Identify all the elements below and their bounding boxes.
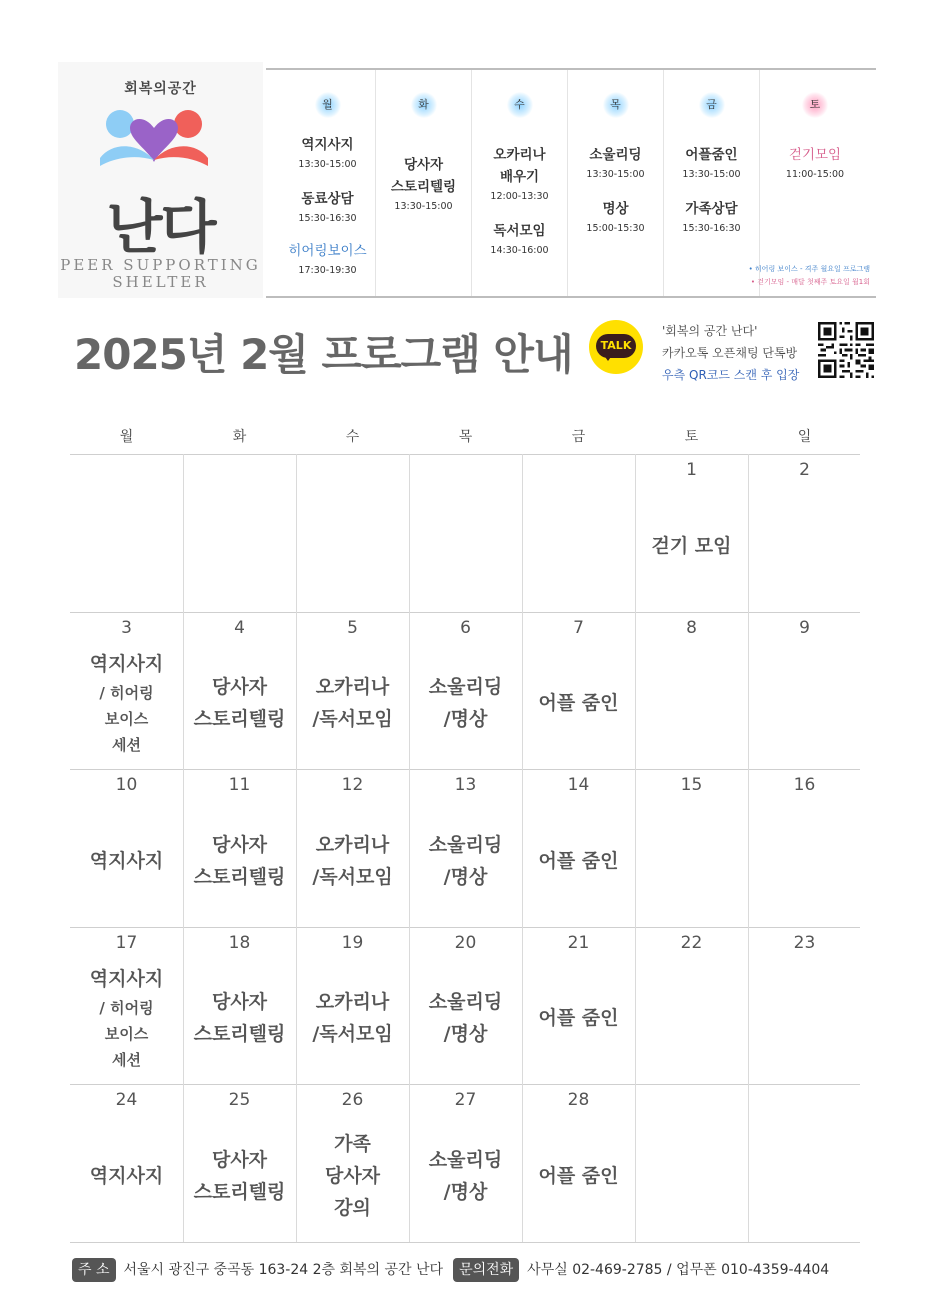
grid-line: [70, 769, 860, 770]
program-name: 역지사지: [301, 137, 354, 153]
kakao-talk-label: TALK: [596, 334, 636, 358]
program-line: 당사자: [211, 1148, 268, 1171]
weekly-program: [472, 220, 567, 258]
weekday-header: 수: [345, 429, 360, 445]
weekday-header: 목: [458, 429, 473, 445]
day-number: 1: [686, 460, 697, 480]
calendar-program: [522, 1160, 635, 1192]
program-line: /독서모임: [312, 865, 393, 888]
weekly-column-wed: [472, 70, 568, 296]
program-name: 어플줌인: [685, 147, 738, 163]
program-line: 소울리딩: [428, 1148, 503, 1171]
day-number: 14: [567, 775, 590, 795]
calendar-program: [70, 963, 183, 1073]
day-number: 24: [115, 1090, 138, 1110]
day-circle-sat: 토: [802, 92, 828, 118]
program-line: /명상: [443, 1180, 488, 1203]
day-number: 21: [567, 932, 590, 953]
day-number: 13: [454, 775, 477, 795]
day-number: 22: [680, 932, 703, 953]
phone-text: 사무실 02-469-2785 / 업무폰 010-4359-4404: [527, 1262, 830, 1278]
program-line: /독서모임: [312, 1023, 393, 1046]
day-number: 10: [115, 775, 138, 795]
program-line: /명상: [443, 708, 488, 731]
program-name: 동료상담: [301, 191, 354, 207]
calendar-program: [70, 845, 183, 877]
weekly-column-tue: [376, 70, 472, 296]
program-line: /명상: [443, 1023, 488, 1046]
weekly-program: [280, 134, 375, 172]
day-number: 6: [460, 617, 471, 638]
program-line: 어플 줌인: [538, 849, 619, 872]
program-time: 13:30-15:00: [682, 169, 741, 180]
grid-line: [70, 1242, 860, 1243]
program-subline: 보이스: [104, 710, 149, 729]
grid-line: [70, 612, 860, 613]
program-line: 소울리딩: [428, 991, 503, 1014]
weekly-program: [472, 144, 567, 204]
calendar-program: [183, 829, 296, 893]
program-time: 13:30-15:00: [394, 201, 453, 212]
day-number: 11: [228, 775, 251, 795]
weekday-header: 화: [232, 429, 247, 445]
weekday-header: 토: [684, 429, 699, 445]
program-line: 스토리텔링: [193, 1180, 286, 1203]
calendar-program: [522, 1002, 635, 1034]
program-time: 13:30-15:00: [298, 159, 357, 170]
day-number: 18: [228, 932, 251, 953]
weekly-program: [664, 198, 759, 236]
day-number: 17: [115, 932, 138, 953]
calendar-program: [522, 845, 635, 877]
weekly-column-mon: [280, 70, 376, 296]
program-line: /명상: [443, 865, 488, 888]
day-number: 8: [686, 617, 697, 638]
program-line: 당사자: [211, 833, 268, 856]
day-circle-fri: 금: [699, 92, 725, 118]
day-circle-thu: 목: [603, 92, 629, 118]
program-name-line2: 스토리텔링: [390, 179, 457, 195]
calendar-program: [409, 829, 522, 893]
program-line: 당사자: [211, 676, 268, 699]
program-name: 소울리딩: [589, 147, 642, 163]
day-number: 5: [347, 617, 358, 638]
weekly-column-sat: [760, 70, 870, 296]
kakao-line2: 카카오톡 오픈채팅 단톡방: [662, 346, 798, 360]
kakao-line3: 우측 QR코드 스캔 후 입장: [662, 368, 800, 382]
program-name: 명상: [602, 201, 629, 217]
program-line: 역지사지: [89, 849, 164, 872]
weekday-header: 일: [797, 429, 812, 445]
program-line: 어플 줌인: [538, 1164, 619, 1187]
program-time: 13:30-15:00: [586, 169, 645, 180]
weekly-schedule: [266, 68, 876, 298]
weekly-program: [664, 144, 759, 182]
kakao-bubble-tail: [603, 354, 613, 361]
program-subline: / 히어링: [99, 999, 154, 1018]
calendar-program: [183, 1144, 296, 1208]
program-subline: 보이스: [104, 1025, 149, 1044]
day-number: 2: [799, 460, 810, 480]
logo-top-text: 회복의공간: [124, 81, 197, 97]
logo-english-line2: SHELTER: [112, 273, 209, 291]
program-line: 스토리텔링: [193, 865, 286, 888]
program-time: 15:00-15:30: [586, 223, 645, 234]
address-tag: 주 소: [72, 1258, 116, 1282]
day-circle-tue: 화: [411, 92, 437, 118]
weekly-program: [568, 198, 663, 236]
day-circle-mon: 월: [315, 92, 341, 118]
program-line: 소울리딩: [428, 833, 503, 856]
kakao-talk-icon: [589, 320, 643, 374]
program-line: 당사자: [324, 1164, 381, 1187]
program-line: 어플 줌인: [538, 1007, 619, 1030]
program-line: 가족: [334, 1132, 371, 1155]
program-line: /독서모임: [312, 708, 393, 731]
day-number: 7: [573, 617, 584, 638]
weekly-column-fri: [664, 70, 760, 296]
program-name: 걷기모임: [788, 147, 842, 163]
day-number: 9: [799, 617, 810, 638]
calendar-program: [409, 671, 522, 735]
calendar-program: [296, 829, 409, 893]
program-time: 15:30-16:30: [682, 223, 741, 234]
weekly-program: [760, 144, 870, 182]
program-name: 가족상담: [685, 201, 738, 217]
program-line: 스토리텔링: [193, 708, 286, 731]
calendar-program: [296, 671, 409, 735]
program-line: 역지사지: [89, 653, 164, 676]
kakao-line1: '회복의 공간 난다': [662, 324, 758, 338]
calendar-program: [70, 1160, 183, 1192]
program-line: 스토리텔링: [193, 1023, 286, 1046]
day-number: 27: [454, 1090, 477, 1110]
program-name: 당사자: [403, 157, 444, 173]
day-number: 4: [234, 617, 245, 638]
grid-line: [70, 927, 860, 928]
program-line: 역지사지: [89, 1164, 164, 1187]
program-line: 소울리딩: [428, 676, 503, 699]
calendar-program: [296, 986, 409, 1050]
program-subline: 세션: [112, 1051, 141, 1070]
day-number: 15: [680, 775, 703, 795]
grid-line: [70, 1084, 860, 1085]
program-name: 히어링보이스: [288, 243, 367, 259]
calendar-program: [409, 986, 522, 1050]
calendar-program: [183, 986, 296, 1050]
day-circle-wed: 수: [507, 92, 533, 118]
weekly-note: • 걷기모임 - 매달 첫째주 토요일 월1회: [750, 278, 870, 286]
day-number: 20: [454, 932, 477, 953]
day-number: 3: [121, 617, 132, 638]
page-title: 2025년 2월 프로그램 안내: [74, 330, 573, 379]
grid-line: [748, 454, 749, 1242]
weekly-note: • 히어링 보이스 - 격주 월요일 프로그램: [748, 265, 870, 273]
weekly-program: [280, 188, 375, 226]
phone-tag: 문의전화: [453, 1258, 519, 1282]
day-number: 26: [341, 1090, 364, 1110]
program-time: 17:30-19:30: [298, 265, 357, 276]
program-line: 오카리나: [315, 833, 390, 856]
logo-people-icon: [94, 106, 214, 176]
program-name-line2: 배우기: [499, 169, 540, 185]
calendar-program: [409, 1144, 522, 1208]
calendar-program: [183, 671, 296, 735]
program-name: 오카리나: [493, 147, 546, 163]
calendar-program: [296, 1128, 409, 1224]
weekly-program: [568, 144, 663, 182]
program-time: 14:30-16:00: [490, 245, 549, 256]
program-line: 역지사지: [89, 968, 164, 991]
program-time: 11:00-15:00: [785, 169, 845, 180]
day-number: 25: [228, 1090, 251, 1110]
program-time: 15:30-16:30: [298, 213, 357, 224]
program-name: 독서모임: [493, 223, 546, 239]
weekly-column-thu: [568, 70, 664, 296]
logo-english-line1: PEER SUPPORTING: [60, 256, 261, 274]
program-line: 걷기 모임: [651, 534, 732, 557]
program-time: 12:00-13:30: [490, 191, 549, 202]
day-number: 23: [793, 932, 816, 953]
program-line: 강의: [334, 1196, 371, 1219]
qr-code-icon[interactable]: [818, 322, 874, 378]
program-line: 어플 줌인: [538, 692, 619, 715]
day-number: 19: [341, 932, 364, 953]
grid-line: [70, 454, 860, 455]
logo-name: 난다: [106, 193, 215, 261]
address-text: 서울시 광진구 중곡동 163-24 2층 회복의 공간 난다: [123, 1262, 444, 1278]
weekly-program: [280, 240, 375, 278]
program-line: 오카리나: [315, 676, 390, 699]
program-line: 당사자: [211, 991, 268, 1014]
logo: [58, 62, 263, 298]
day-number: 16: [793, 775, 816, 795]
calendar-program: [522, 687, 635, 719]
program-line: 오카리나: [315, 991, 390, 1014]
weekday-header: 월: [119, 429, 134, 445]
grid-line: [635, 454, 636, 1242]
weekly-program: [376, 154, 471, 214]
weekday-header: 금: [571, 429, 586, 445]
program-subline: / 히어링: [99, 684, 154, 703]
calendar-program: [70, 648, 183, 758]
program-subline: 세션: [112, 736, 141, 755]
footer: [72, 1258, 839, 1284]
day-number: 28: [567, 1090, 590, 1110]
day-number: 12: [341, 775, 364, 795]
calendar-program: [635, 530, 748, 562]
